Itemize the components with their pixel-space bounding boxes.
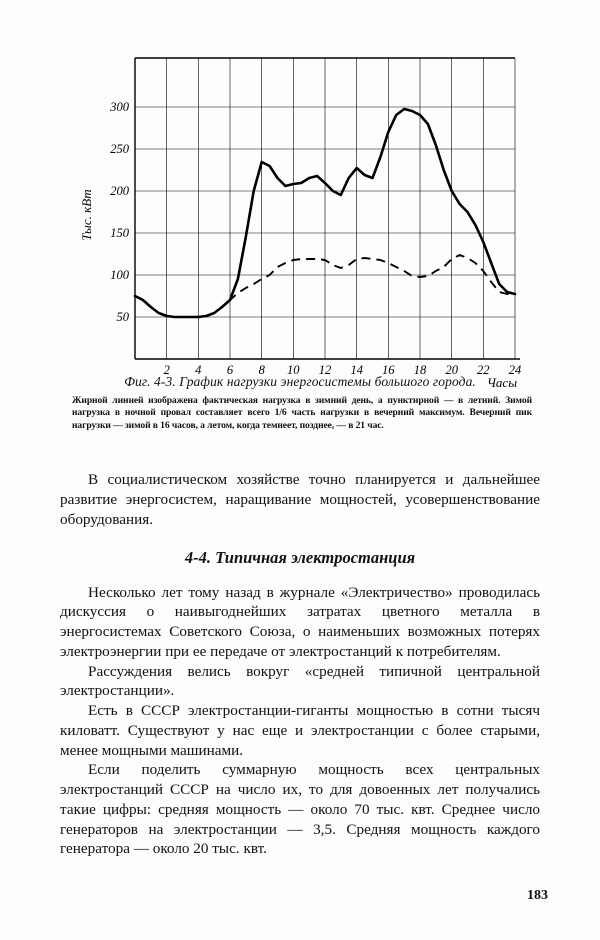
svg-text:8: 8 (258, 363, 265, 377)
svg-text:50: 50 (116, 310, 129, 324)
paragraph-2: Несколько лет тому назад в журнале «Электричество» проводилась дискуссия о наивыгоднейших затратах цветного металла в энергосистемах Советского Союза, о наименьших возможных потерях электроэнергии при ее передаче от электростанций к потребителям. (60, 583, 540, 660)
svg-text:14: 14 (350, 363, 363, 377)
svg-text:20: 20 (445, 363, 458, 377)
svg-text:16: 16 (382, 363, 395, 377)
figure-4-3 (60, 40, 540, 432)
svg-text:200: 200 (110, 184, 129, 198)
svg-text:6: 6 (226, 363, 234, 377)
page-number: 183 (527, 888, 548, 903)
svg-text:150: 150 (110, 226, 129, 240)
svg-text:4: 4 (195, 363, 202, 377)
svg-text:300: 300 (110, 100, 129, 114)
figure-caption-text: График нагрузки энергосистемы большого города. (179, 374, 476, 389)
y-axis-title: Тыс. кВт (79, 189, 94, 241)
section-heading: 4-4. Типичная электростанция (184, 548, 416, 568)
svg-text:22: 22 (477, 363, 490, 377)
paragraph-1: В социалистическом хозяйстве точно планируется и дальнейшее развитие энергосистем, наращивание мощностей, усовершенствование оборудования. (60, 471, 540, 528)
figure-number: Фиг. 4-3. (124, 374, 176, 389)
body-text (60, 470, 540, 859)
svg-text:24: 24 (508, 363, 522, 377)
figure-caption (60, 374, 540, 390)
x-axis-title: Часы (486, 375, 517, 390)
paragraph-4: Есть в СССР электростанции-гиганты мощностью в сотни тысяч киловатт. Существуют у нас еще и электростанции с более старыми, менее мощными машинами. (60, 702, 540, 759)
svg-text:250: 250 (110, 142, 129, 156)
svg-text:18: 18 (413, 363, 427, 377)
svg-text:2: 2 (163, 363, 170, 377)
paragraph-5: Если поделить суммарную мощность всех центральных электростанций СССР на число их, то для довоенных лет получались такие цифры: средняя мощность — около 70 тыс. квт. Среднее число генераторов на электростанции — 3,5. Средняя мощность каждого генератора — около 20 тыс. квт. (60, 761, 540, 858)
svg-text:100: 100 (110, 268, 129, 282)
y-tick-labels (109, 100, 130, 324)
svg-text:12: 12 (318, 363, 332, 377)
svg-text:10: 10 (287, 363, 300, 377)
paragraph-3: Рассуждения велись вокруг «средней типичной центральной электростанции». (60, 662, 540, 700)
figure-note: Жирной линией изображена фактическая нагрузка в зимний день, а пунктирной — в летний. Зимой нагрузка в ночной провал составляет всего 1/6 часть нагрузки в вечерний максимум. Вечерний пик нагрузки — зимой в 16 часов, а летом, когда темнеет, позднее, — в 21 час. (72, 395, 532, 431)
chart-grid (135, 58, 515, 359)
